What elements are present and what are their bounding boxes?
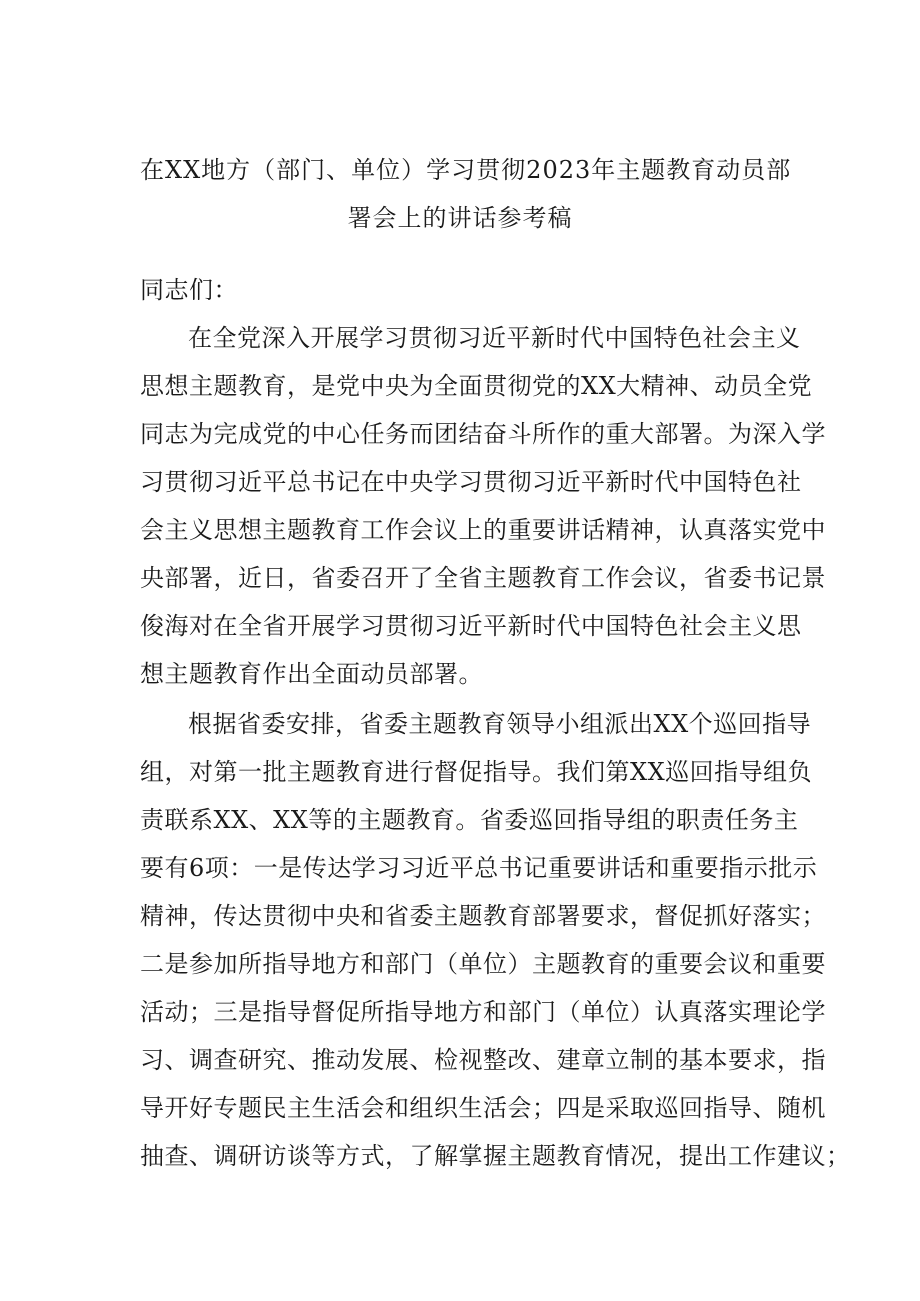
paragraph-2-line: 活动；三是指导督促所指导地方和部门（单位）认真落实理论学 [140,998,826,1026]
paragraph-1-line: 思想主题教育，是党中央为全面贯彻党的XX大精神、动员全党 [140,372,813,400]
paragraph-1-line: 习贯彻习近平总书记在中央学习贯彻习近平新时代中国特色社 [140,468,802,496]
paragraph-1-line: 同志为完成党的中心任务而团结奋斗所作的重大部署。为深入学 [140,420,826,448]
paragraph-1-line: 会主义思想主题教育工作会议上的重要讲话精神，认真落实党中 [140,516,826,544]
paragraph-2-line: 习、调查研究、推动发展、检视整改、建章立制的基本要求，指 [140,1046,826,1074]
paragraph-1-line: 在全党深入开展学习贯彻习近平新时代中国特色社会主义 [188,324,801,352]
paragraph-2-line: 抽查、调研访谈等方式，了解掌握主题教育情况，提出工作建议； [140,1142,851,1170]
paragraph-2-line: 组，对第一批主题教育进行督促指导。我们第XX巡回指导组负 [140,758,813,786]
paragraph-2-line: 精神，传达贯彻中央和省委主题教育部署要求，督促抓好落实； [140,902,826,930]
paragraph-1-line: 央部署，近日，省委召开了全省主题教育工作会议，省委书记景 [140,564,826,592]
document-title-line-2: 署会上的讲话参考稿 [347,204,573,232]
paragraph-2-line: 根据省委安排，省委主题教育领导小组派出XX个巡回指导 [188,710,812,738]
paragraph-1-line: 俊海对在全省开展学习贯彻习近平新时代中国特色社会主义思 [140,612,802,640]
document-title-line-1: 在XX地方（部门、单位）学习贯彻2023年主题教育动员部 [140,156,792,184]
paragraph-2-line: 二是参加所指导地方和部门（单位）主题教育的重要会议和重要 [140,950,826,978]
paragraph-2-line: 要有6项：一是传达学习习近平总书记重要讲话和重要指示批示 [140,854,818,882]
salutation: 同志们： [140,276,238,304]
paragraph-2-line: 导开好专题民主生活会和组织生活会；四是采取巡回指导、随机 [140,1094,826,1122]
paragraph-1-line: 想主题教育作出全面动员部署。 [140,660,483,688]
paragraph-2-line: 责联系XX、XX等的主题教育。省委巡回指导组的职责任务主 [140,806,799,834]
